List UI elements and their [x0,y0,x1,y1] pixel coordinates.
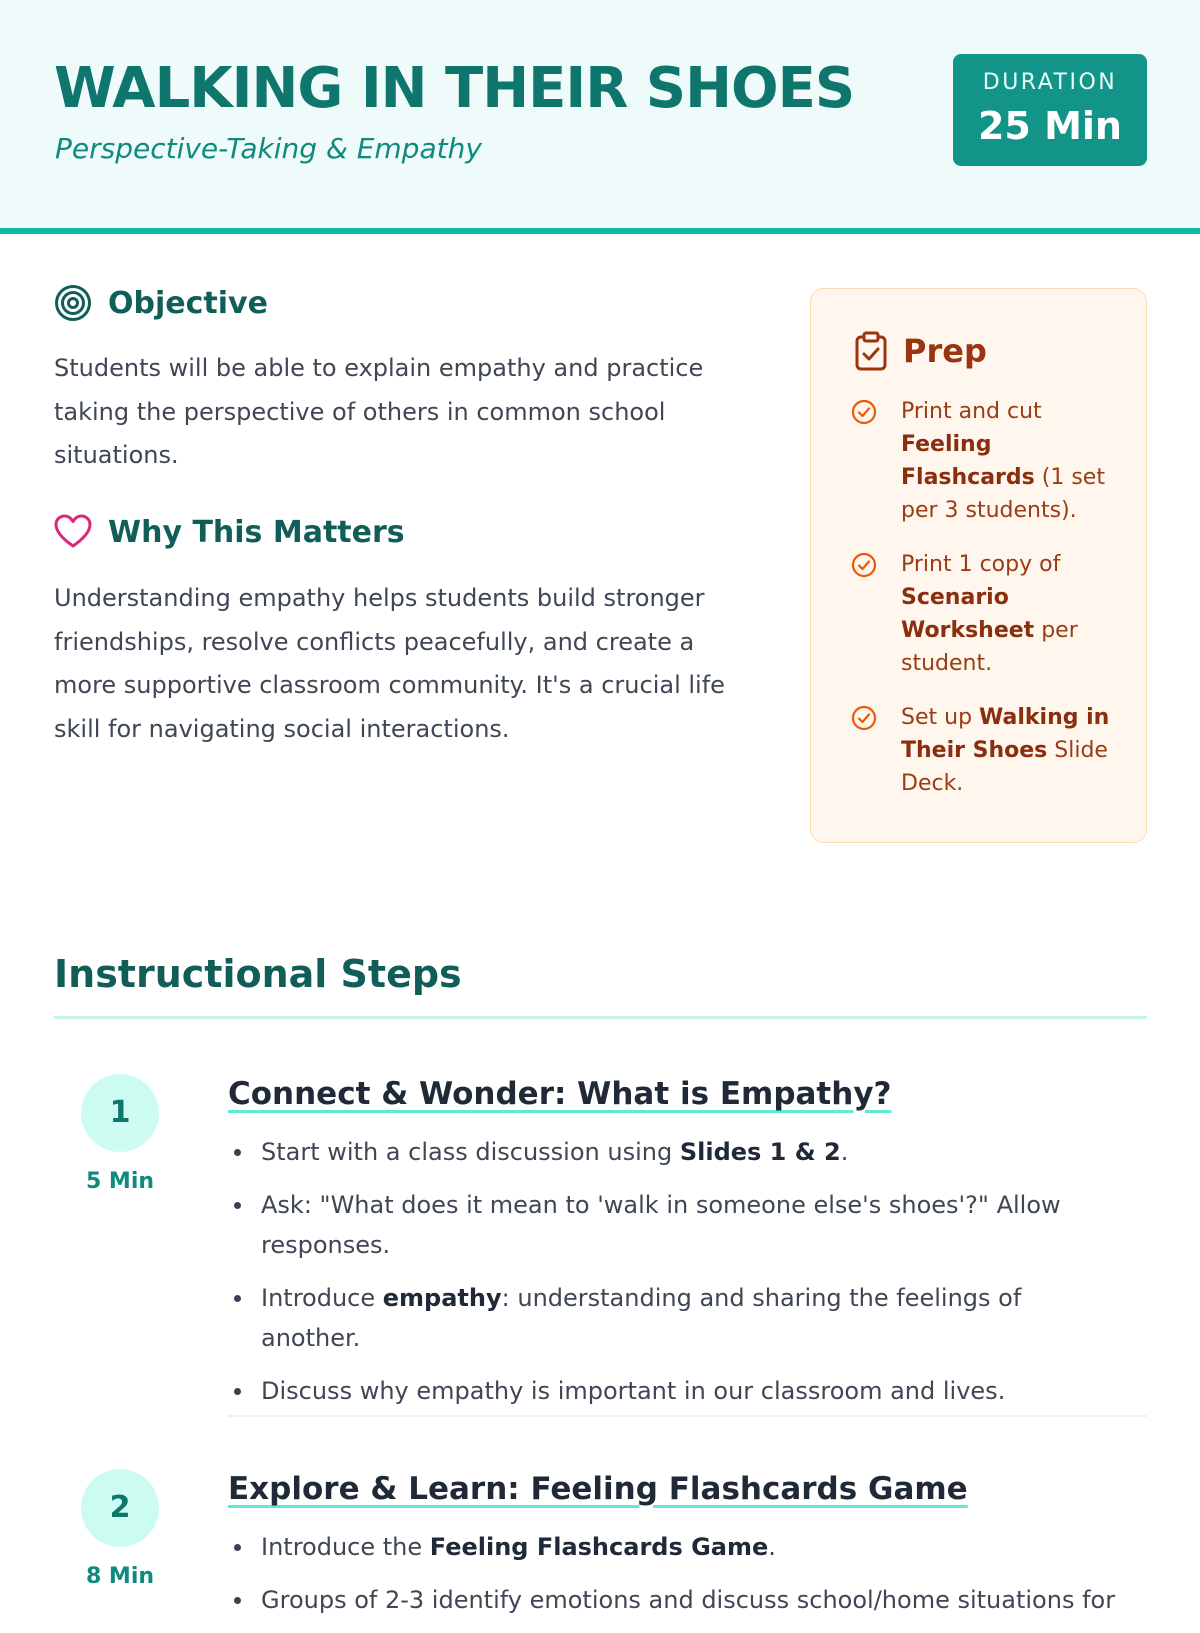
prep-heading-text: Prep [903,332,987,370]
prep-item [851,701,1111,800]
step-duration: 8 Min [85,1564,155,1589]
objective-heading-text: Objective [108,285,268,321]
prep-item-material: Scenario Worksheet [901,585,1035,643]
list-item: Introduce empathy: understanding and sharing the feelings of another. [228,1278,1128,1358]
prep-item-text: Set up [901,705,980,730]
list-item: Discuss why empathy is important in our classroom and lives. [228,1371,1128,1411]
step-bullets [228,1527,1128,1633]
objective-text: Students will be able to explain empathy and practice taking the perspective of others in common school situations. [54,354,704,469]
steps-divider [54,1016,1147,1019]
objective-heading [54,284,268,322]
check-circle-icon [851,552,877,578]
duration-value: 25 Min [977,104,1122,148]
step-title: Explore & Learn: Feeling Flashcards Game [228,1471,968,1507]
prep-item-text: per student. [901,618,1078,676]
heart-icon [54,513,92,551]
list-item: Introduce the Feeling Flashcards Game. [228,1527,1128,1567]
why-heading [54,513,405,551]
why-heading-text: Why This Matters [108,514,405,550]
prep-card [810,288,1147,843]
prep-item-text: Slide Deck. [901,738,1108,796]
lesson-title: WALKING IN THEIR SHOES [54,56,855,121]
step-title: Connect & Wonder: What is Empathy? [228,1076,892,1112]
prep-item [851,395,1111,527]
steps-heading: Instructional Steps [54,952,462,996]
prep-item-text: Print 1 copy of [901,552,1061,577]
prep-item-text: (1 set per 3 students). [901,465,1105,523]
step-divider [228,1415,1147,1417]
list-item: Ask: "What does it mean to 'walk in someone else's shoes'?" Allow responses. [228,1185,1128,1265]
why-text: Understanding empathy helps students build stronger friendships, resolve conflicts peacefully, and create a more supportive classroom community. It's a crucial life skill for navigating social interactions. [54,584,725,743]
list-item: Start with a class discussion using Slides 1 & 2. [228,1132,1128,1172]
step-number-badge: 2 [81,1469,159,1547]
duration-label: DURATION [982,70,1118,95]
prep-item-material: Feeling Flashcards [901,432,1035,490]
target-icon [54,284,92,322]
check-circle-icon [851,399,877,425]
prep-item-material: Walking in Their Shoes [901,705,1110,763]
prep-item-text: Print and cut [901,399,1042,424]
duration-badge [953,54,1147,166]
prep-item [851,548,1111,680]
prep-heading [853,331,987,371]
list-item: Groups of 2-3 identify emotions and discuss school/home situations for [228,1580,1128,1620]
step-bullets [228,1132,1128,1424]
lesson-header [0,0,1200,234]
lesson-subtitle: Perspective-Taking & Empathy [55,132,482,165]
check-circle-icon [851,705,877,731]
step-duration: 5 Min [85,1169,155,1194]
clipboard-check-icon [853,331,889,371]
step-number-badge: 1 [81,1074,159,1152]
